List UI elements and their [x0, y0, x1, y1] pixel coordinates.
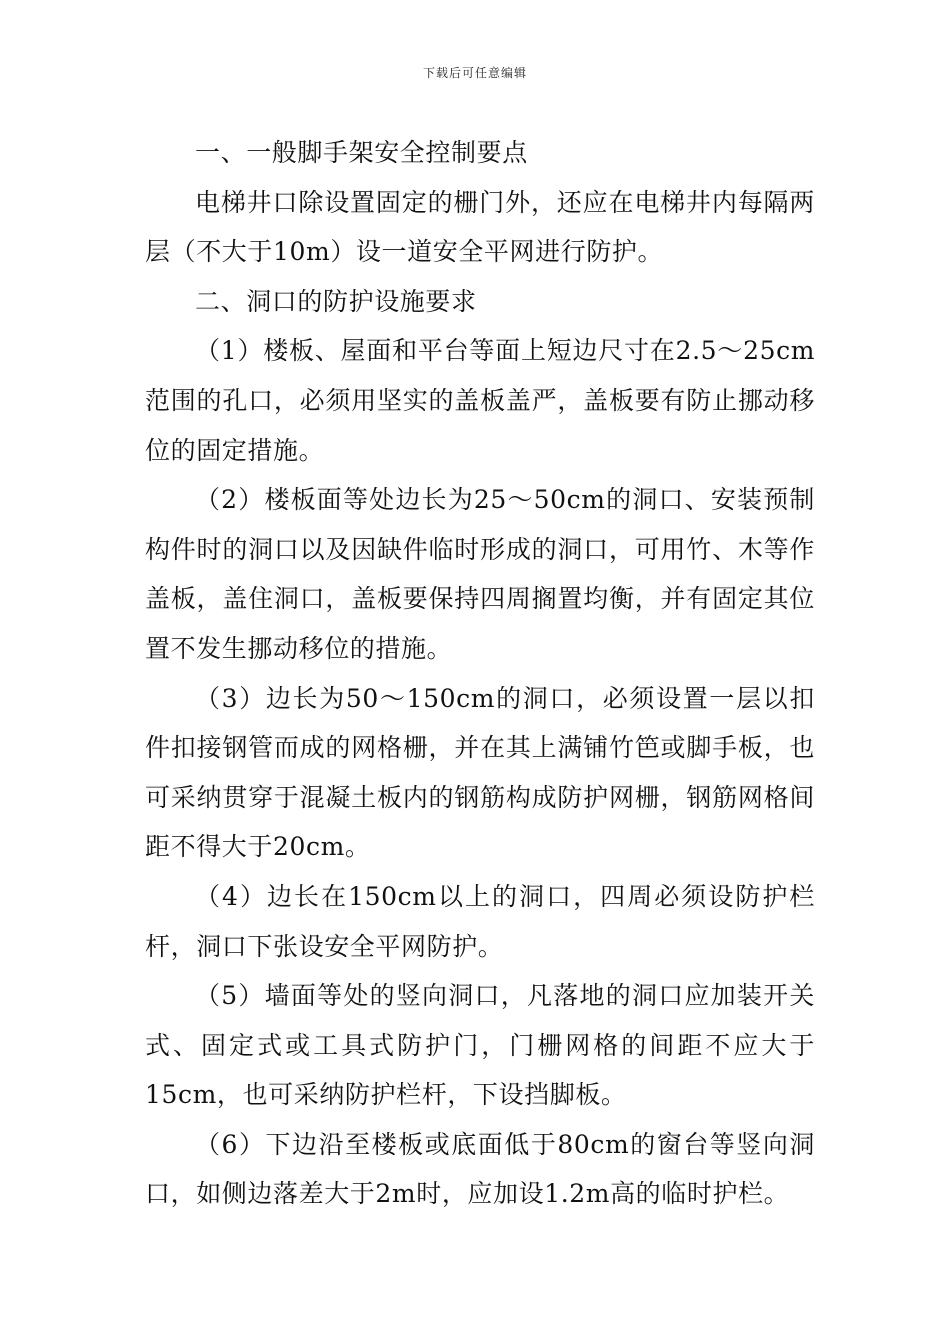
paragraph-item-6: （6）下边沿至楼板或底面低于80cm的窗台等竖向洞口，如侧边落差大于2m时，应加设1.2m高的临时护栏。 [145, 1129, 815, 1209]
heading-general-scaffold: 一、一般脚手架安全控制要点 [195, 138, 528, 167]
paragraph-elevator-shaft: 电梯井口除设置固定的栅门外，还应在电梯井内每隔两层（不大于10m）设一道安全平网进行防护。 [145, 187, 815, 267]
page-header-note: 下载后可任意编辑 [422, 66, 527, 80]
heading-opening-protection: 二、洞口的防护设施要求 [195, 286, 477, 316]
paragraph-item-3: （3）边长为50～150cm的洞口，必须设置一层以扣件扣接钢管而成的网格栅，并在其上满铺竹笆或脚手板，也可采纳贯穿于混凝土板内的钢筋构成防护网栅，钢筋网格间距不得大于20cm。 [145, 683, 815, 862]
document-body [145, 128, 815, 1219]
paragraph-item-1: （1）楼板、屋面和平台等面上短边尺寸在2.5～25cm范围的孔口，必须用坚实的盖板盖严，盖板要有防止挪动移位的固定措施。 [145, 336, 815, 465]
paragraph-item-5: （5）墙面等处的竖向洞口，凡落地的洞口应加装开关式、固定式或工具式防护门，门栅网格的间距不应大于15cm，也可采纳防护栏杆，下设挡脚板。 [145, 981, 815, 1110]
paragraph-item-2: （2）楼板面等处边长为25～50cm的洞口、安装预制构件时的洞口以及因缺件临时形成的洞口，可用竹、木等作盖板，盖住洞口，盖板要保持四周搁置均衡，并有固定其位置不发生挪动移位的措施。 [145, 485, 815, 663]
paragraph-item-4: （4）边长在150cm以上的洞口，四周必须设防护栏杆，洞口下张设安全平网防护。 [145, 881, 815, 961]
